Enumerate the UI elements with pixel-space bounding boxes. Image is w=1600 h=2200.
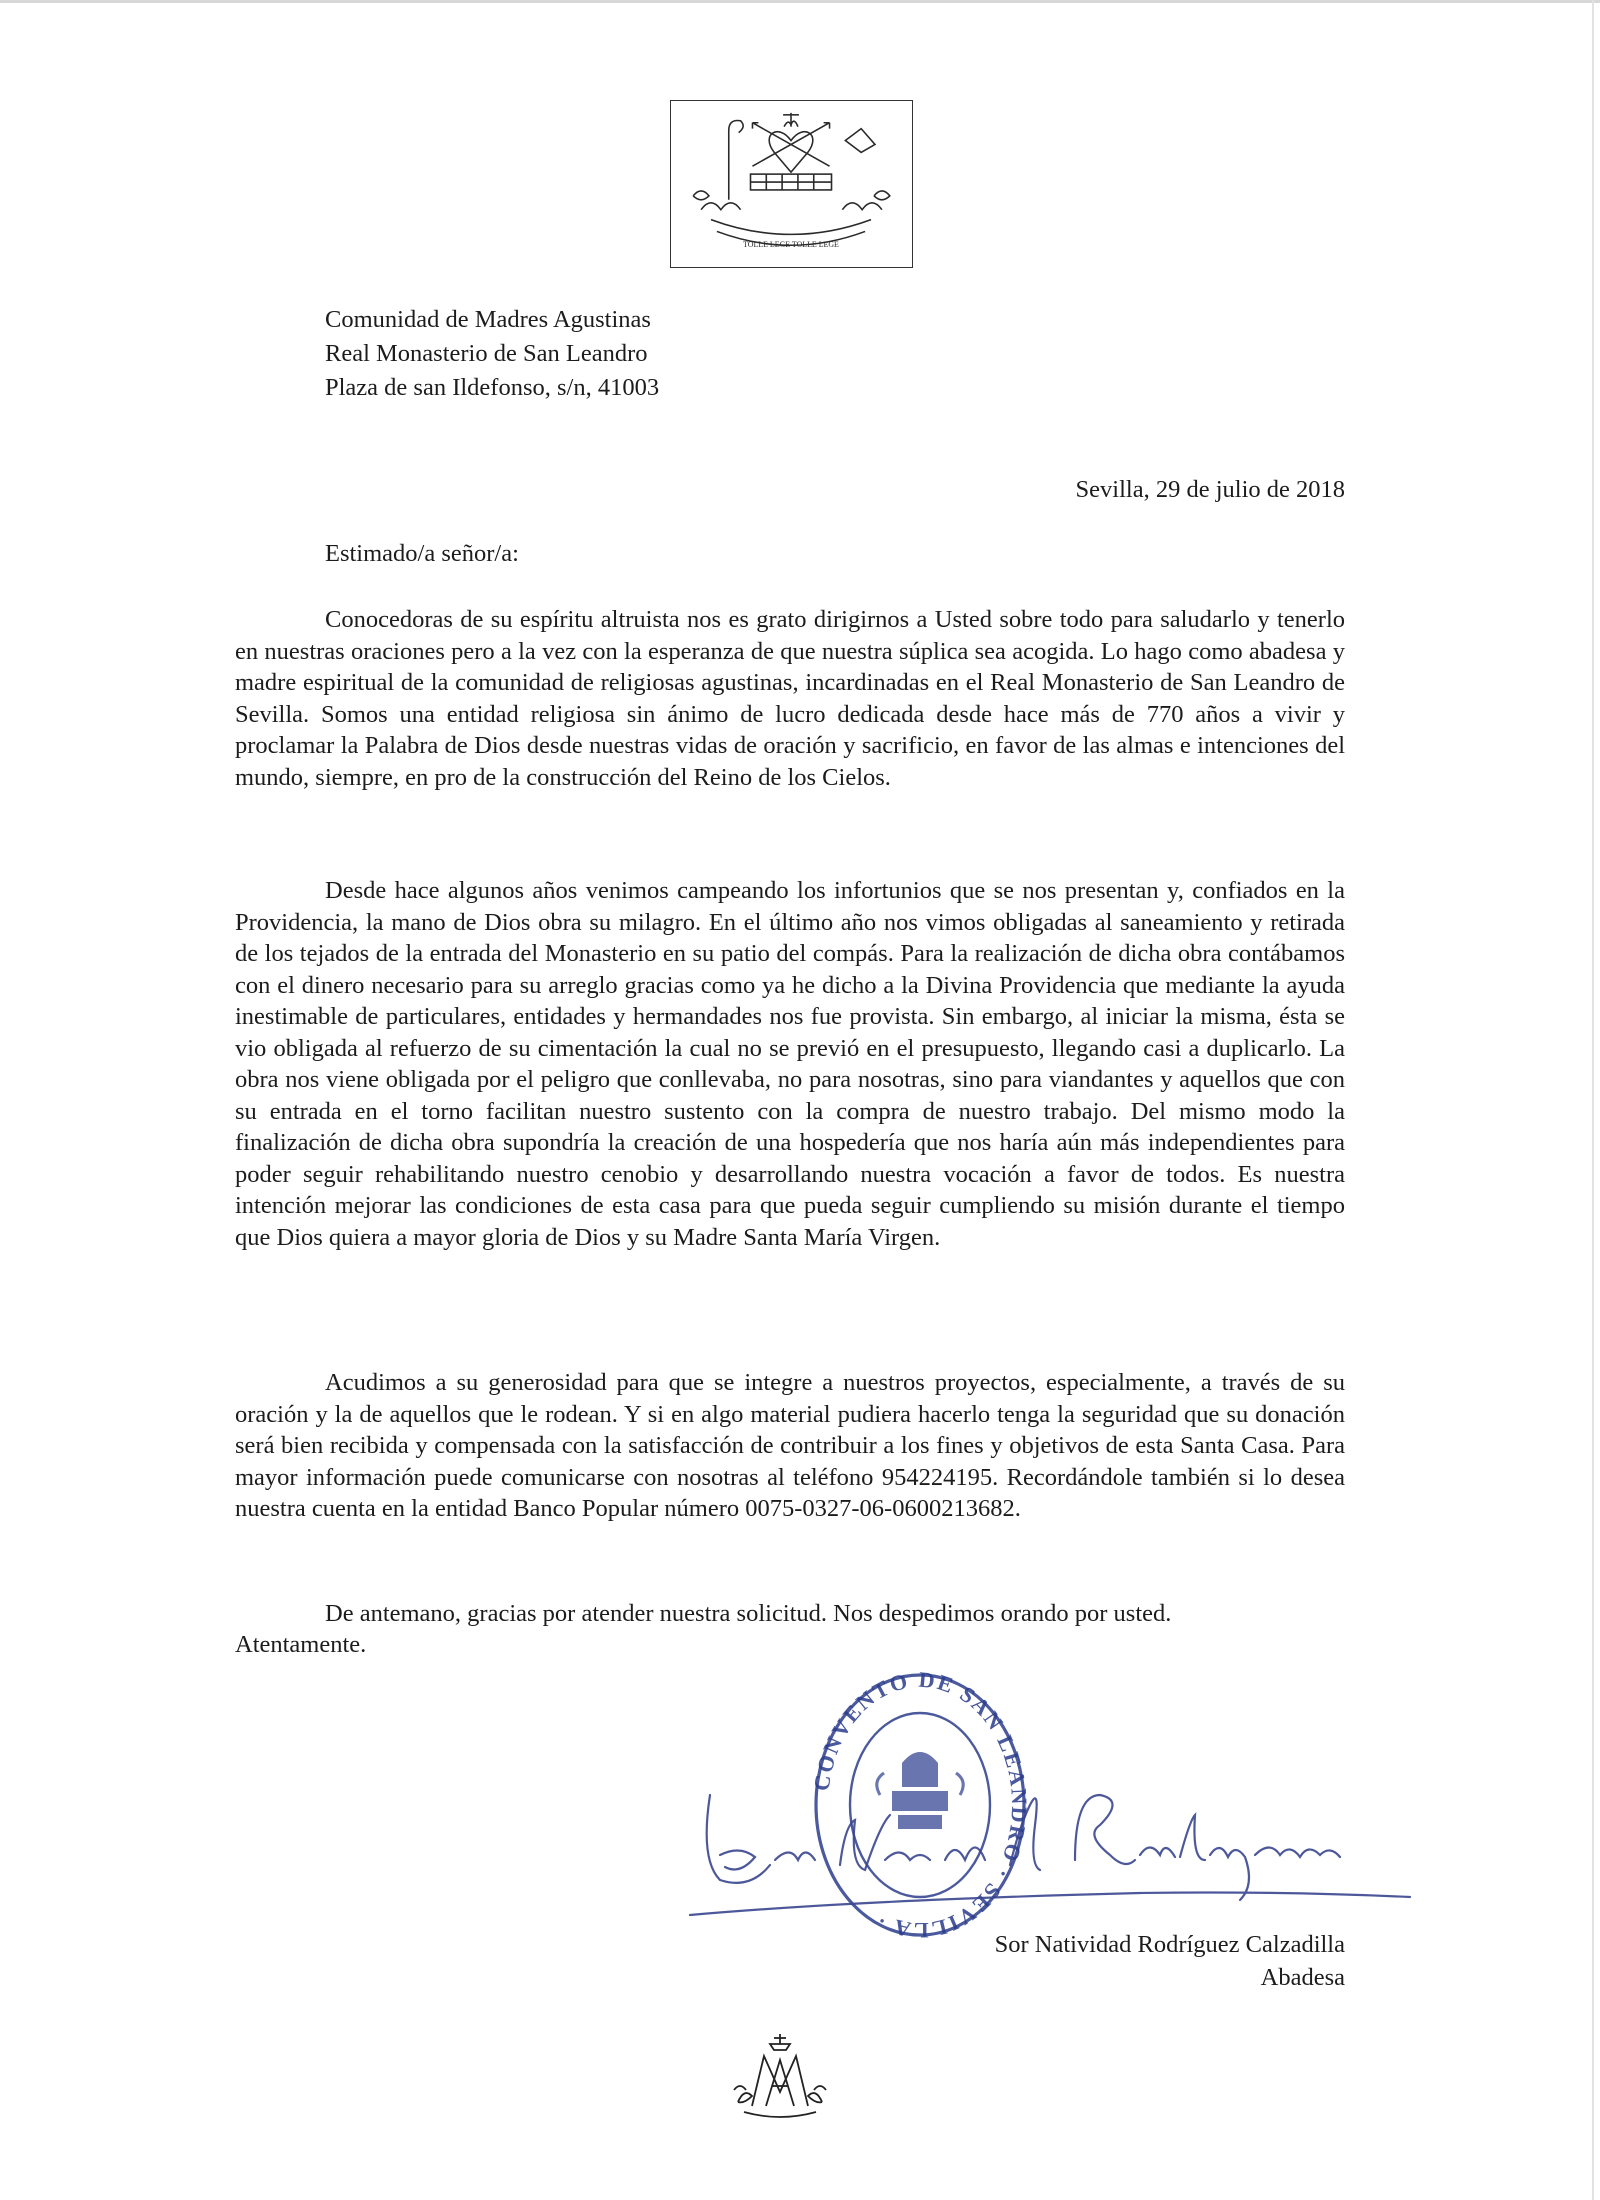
- stamp-emblem-icon: [877, 1752, 963, 1829]
- page-edge: [0, 0, 1600, 3]
- signer-block: [995, 1928, 1345, 1994]
- recipient-address: [325, 303, 659, 405]
- recipient-line: Comunidad de Madres Agustinas: [325, 306, 651, 333]
- body-paragraph: Conocedoras de su espíritu altruista nos es grato dirigirnos a Usted sobre todo para saludarlo y tenerlo en nuestras oraciones pero a la vez con la esperanza de que nuestra súplica sea acogida. Lo hago como abadesa y madre espiritual de la comunidad de religiosas agustinas, incardinadas en el Real Monasterio de San Leandro de Sevilla. Somos una entidad religiosa sin ánimo de lucro dedicada desde hace más de 770 años a vivir y proclamar la Palabra de Dios desde nuestras vidas de oración y sacrificio, en favor de las almas e intenciones del mundo, siempre, en pro de la construcción del Reino de los Cielos.: [235, 606, 1345, 791]
- signature-stamp-block: [680, 1645, 1420, 1945]
- body-paragraph: Desde hace algunos años venimos campeando los infortunios que se nos presentan y, confiados en la Providencia, la mano de Dios obra su milagro. En el último año nos vimos obligadas al saneamiento y retirada de los tejados de la entrada del Monasterio en su patio del compás. Para la realización de dicha obra contábamos con el dinero necesario para su arreglo gracias como ya he dicho a la Divina Providencia que mediante la ayuda inestimable de particulares, entidades y hermandades nos fue provista. Sin embargo, al iniciar la misma, ésta se vio obligada al refuerzo de su cimentación la cual no se previó en el presupuesto, llegando casi a duplicarlo. La obra nos viene obligada por el peligro que conllevaba, no para nosotras, sino para viandantes y aquellos que con su entrada en el torno facilitan nuestro sustento con la compra de nuestro trabajo. Del mismo modo la finalización de dicha obra supondría la creación de una hospedería que nos haría aún más independientes para poder seguir rehabilitando nuestro cenobio y desarrollando nuestra vocación a favor de todos. Es nuestra intención mejorar las condiciones de esta casa para que pueda seguir cumpliendo su misión durante el tiempo que Dios quiera a mayor gloria de Dios y su Madre Santa María Virgen.: [235, 877, 1345, 1251]
- recipient-line: Real Monasterio de San Leandro: [325, 340, 648, 367]
- crest-emblem-icon: [671, 101, 912, 267]
- marian-monogram-icon: [730, 2030, 830, 2118]
- stamp-text: CONVENTO DE SAN LEANDRO · SEVILLA ·: [808, 1666, 1033, 1944]
- closing: Atentamente.: [235, 1631, 367, 1658]
- convent-stamp: [809, 1667, 1033, 1943]
- body-paragraph: Acudimos a su generosidad para que se integre a nuestros proyectos, especialmente, a través de su oración y la de aquellos que le rodean. Y si en algo material pudiera hacerlo tenga la seguridad que su donación será bien recibida y compensada con la satisfacción de contribuir a los fines y objetivos de esta Santa Casa. Para mayor información puede comunicarse con nosotras al teléfono 954224195. Recordándole también si lo desea nuestra cuenta en la entidad Banco Popular número 0075-0327-06-0600213682.: [235, 1369, 1345, 1522]
- signer-name: Sor Natividad Rodríguez Calzadilla: [994, 1931, 1345, 1958]
- date-line: Sevilla, 29 de julio de 2018: [1075, 476, 1345, 503]
- body-paragraph: De antemano, gracias por atender nuestra solicitud. Nos despedimos orando por usted.: [325, 1600, 1172, 1627]
- recipient-line: Plaza de san Ildefonso, s/n, 41003: [325, 374, 660, 401]
- letterhead-crest: [670, 100, 913, 268]
- handwritten-signature: [690, 1795, 1410, 1915]
- signer-title: Abadesa: [1260, 1964, 1345, 1991]
- page-edge-right: [1592, 0, 1594, 2200]
- crest-motto: TOLLE LEGE TOLLE LEGE: [743, 240, 839, 250]
- salutation: Estimado/a señor/a:: [325, 540, 519, 567]
